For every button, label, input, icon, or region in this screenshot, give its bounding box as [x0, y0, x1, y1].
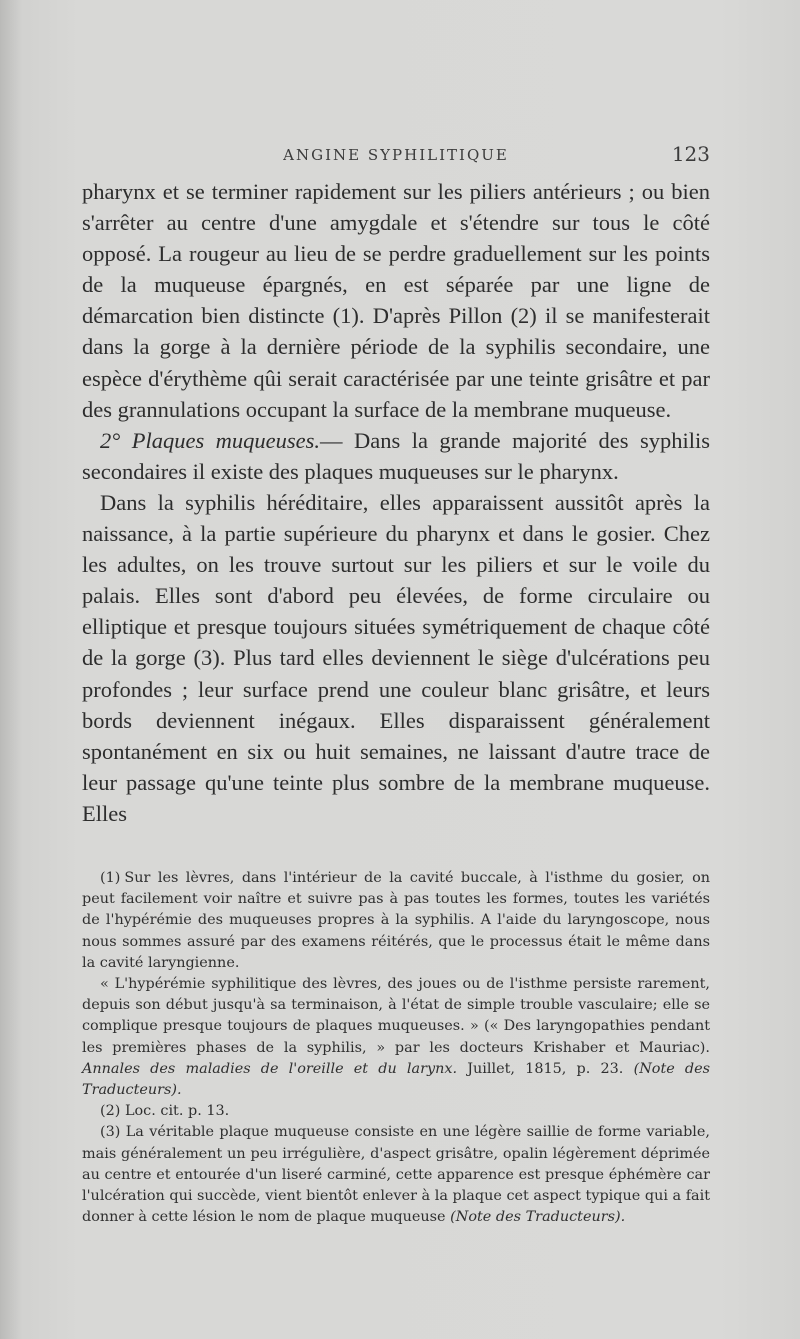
paragraph-heredity: Dans la syphilis héréditaire, elles apparaissent aussitôt après la naissance, à la partie supérieure du pharynx et dans le gosier. Chez les adultes, on les trouve surtout sur les piliers et sur le voile du palais. Elles sont d'abord peu élevées, de forme circulaire ou elliptique et presque toujours situées symétriquement de chaque côté de la gorge (3). Plus tard elles deviennent le siège d'ulcérations peu profondes ; leur surface prend une couleur blanc grisâtre, et leurs bords deviennent inégaux. Elles disparaissent généralement spontanément en six ou huit semaines, ne laissant d'autre trace de leur passage qu'une teinte plus sombre de la membrane muqueuse. Elles [82, 489, 710, 826]
page-edge-shadow [0, 0, 22, 1339]
footnote-1-quote-text: « L'hypérémie syphilitique des lèvres, des joues ou de l'isthme persiste rarement, depuis son début jusqu'à sa terminaison, à l'état de simple trouble vasculaire; elle se complique presque toujours de plaques muqueuses. » (« Des laryngopathies pendant les premières phases de la syphilis, » par les docteurs Krishaber et Mauriac). [82, 976, 710, 1056]
section-label: 2° Plaques muqueuses. [100, 427, 321, 453]
main-text [82, 176, 710, 829]
footnote-3-note: (Note des Traducteurs). [450, 1209, 626, 1226]
footnote-1-date: Juillet, 1815, p. 23. [467, 1060, 624, 1077]
footnote-1 [82, 868, 710, 974]
footnote-1-text: Sur les lèvres, dans l'intérieur de la cavité buccale, à l'isthme du gosier, on peut facilement voir naître et suivre pas à pas toutes les formes, toutes les variétés de l'hypérémie des muqueuses propres à la syphilis. A l'aide du laryngoscope, nous nous sommes assuré par des examens réitérés, que le processus était le même dans la cavité laryngienne. [82, 870, 710, 971]
footnotes [82, 868, 710, 1228]
footnote-3 [82, 1122, 710, 1228]
footnote-1-marker: (1) [100, 870, 121, 886]
footnote-1-journal: Annales des maladies de l'oreille et du larynx. [82, 1060, 458, 1077]
footnote-2: (2) Loc. cit. p. 13. [100, 1103, 230, 1120]
page-number: 123 [671, 142, 710, 166]
running-title: ANGINE SYPHILITIQUE [283, 146, 509, 164]
footnote-3-text: (3) La véritable plaque muqueuse consiste en une légère saillie de forme variable, mais généralement un peu irrégulière, d'aspect grisâtre, opalin légèrement déprimée au centre et entourée d'un liseré carminé, cette apparence est presque éphémère car l'ulcération qui succède, vient bientôt enlever à la plaque cet aspect typique qui a fait donner à cette lésion le nom de plaque muqueuse [82, 1124, 710, 1226]
section-text: — Dans la grande majorité des syphilis secondaires il existe des plaques muqueuses sur le pharynx. [82, 427, 710, 484]
footnote-1-quote [82, 974, 710, 1101]
footnote-1-note: (Note des Traducteurs). [82, 1060, 711, 1099]
page-header [82, 140, 710, 170]
paragraph-plaques [82, 425, 710, 487]
paragraph-continuation: pharynx et se terminer rapidement sur les piliers antérieurs ; ou bien s'arrêter au centre d'une amygdale et s'étendre sur tous le côté opposé. La rougeur au lieu de se perdre graduellement sur les points de la muqueuse épargnés, en est séparée par une ligne de démarcation bien distincte (1). D'après Pillon (2) il se manifesterait dans la gorge à la dernière période de la syphilis secondaire, une espèce d'érythème qûi serait caractérisée par une teinte grisâtre et par des grannulations occupant la surface de la membrane muqueuse. [82, 179, 710, 422]
